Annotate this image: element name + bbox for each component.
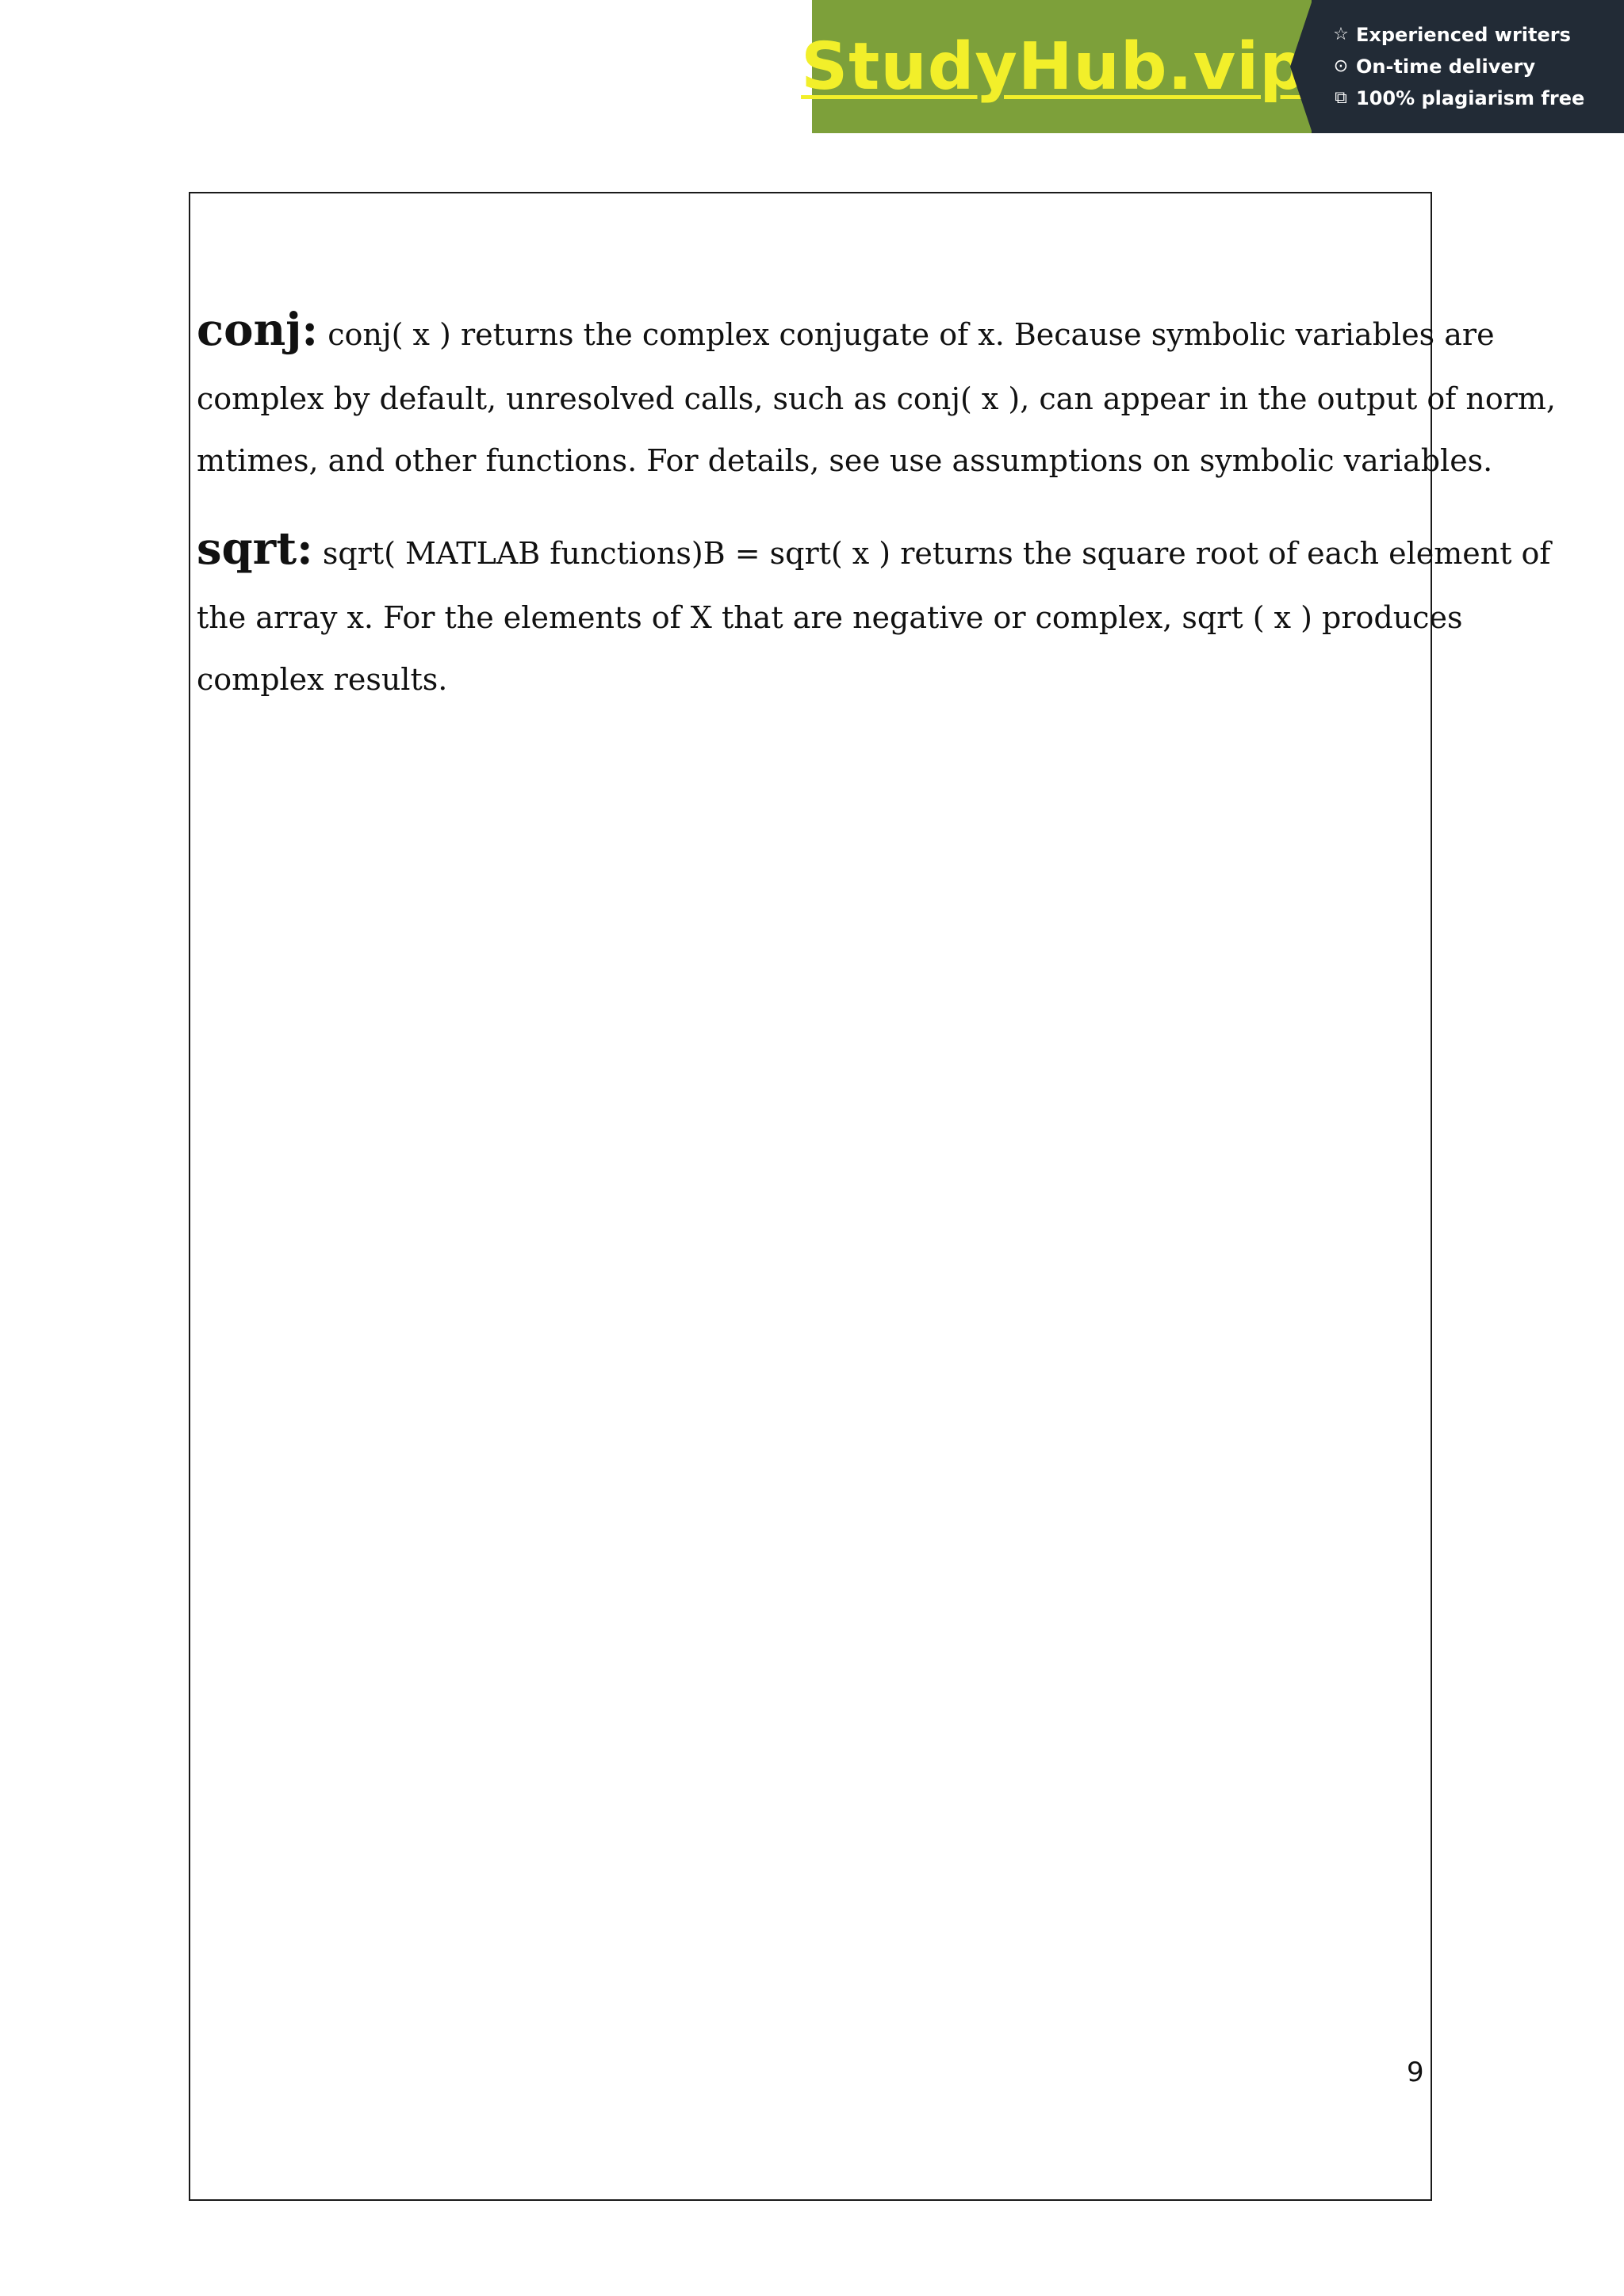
studyhub-logo[interactable] [801, 0, 1312, 133]
logo-text: StudyHub.vip [801, 29, 1307, 105]
clock-icon: ⊙ [1333, 56, 1349, 76]
definition-conj [197, 297, 1557, 492]
term-sqrt: sqrt: [197, 522, 313, 575]
definition-line: the array x. For the elements of X that are negative or complex, sqrt ( x ) produces [197, 600, 1463, 635]
page-number: 9 [1407, 2057, 1424, 2088]
term-conj: conj: [197, 304, 319, 356]
star-icon: ☆ [1333, 25, 1349, 44]
feature-label: Experienced writers [1356, 24, 1571, 46]
definition-line: complex results. [197, 662, 448, 697]
banner-features [1312, 0, 1624, 133]
studyhub-banner[interactable] [801, 0, 1624, 133]
copy-icon: ⧉ [1335, 88, 1347, 108]
definition-sqrt [197, 515, 1551, 710]
definition-line: mtimes, and other functions. For details, see use assumptions on symbolic variables. [197, 443, 1493, 478]
definition-text: conj( x ) returns the complex conjugate of x. Because symbolic variables are [327, 317, 1495, 352]
definition-line: complex by default, unresolved calls, such as conj( x ), can appear in the output of norm, [197, 381, 1557, 416]
definition-line [197, 515, 1551, 587]
feature-experienced-writers [1331, 23, 1624, 47]
feature-plagiarism-free [1331, 86, 1624, 110]
page-border [189, 192, 1557, 2201]
definition-text: sqrt( MATLAB functions)B = sqrt( x ) returns the square root of each element of [322, 536, 1551, 571]
definition-line [197, 297, 1495, 368]
feature-label: 100% plagiarism free [1356, 87, 1585, 109]
feature-label: On-time delivery [1356, 55, 1536, 78]
feature-on-time-delivery [1331, 55, 1624, 78]
